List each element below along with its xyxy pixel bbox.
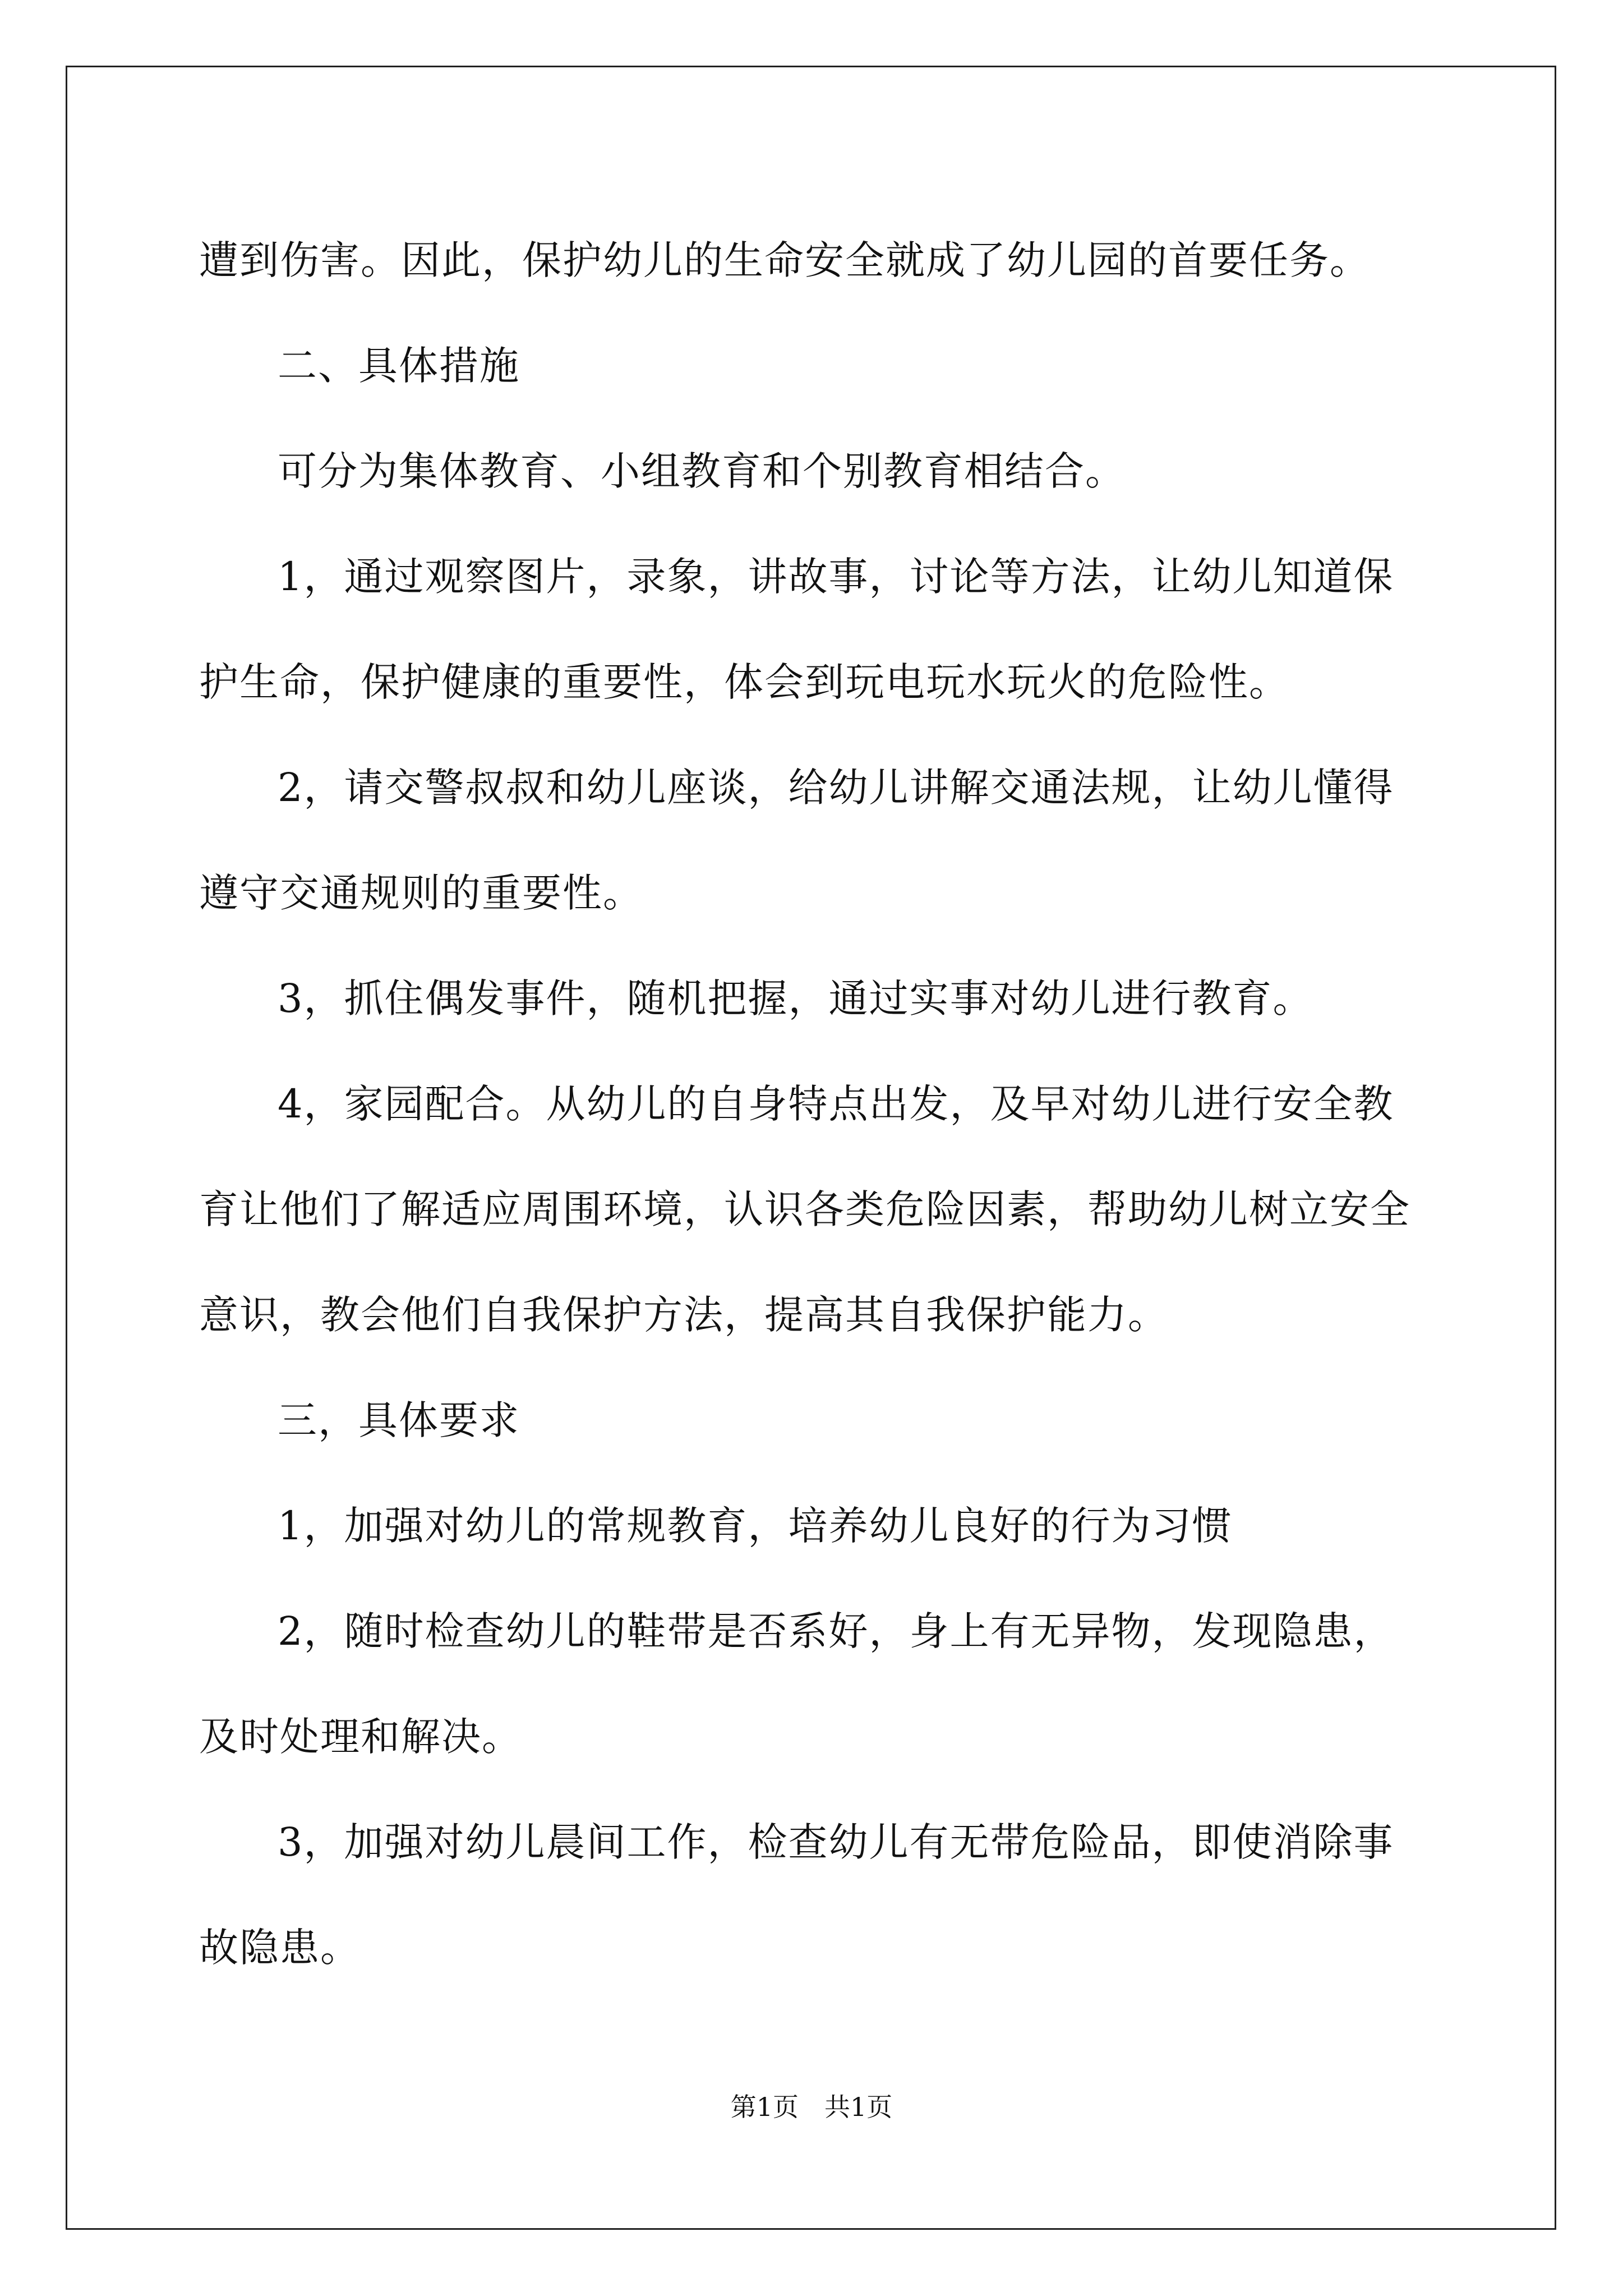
page-number-footer: 第1页 共1页	[730, 2092, 893, 2122]
requirement-item-1: 1，加强对幼儿的常规教育，培养幼儿良好的行为习惯	[278, 1503, 1233, 1549]
measure-item-3: 3，抓住偶发事件，随机把握，通过实事对幼儿进行教育。	[278, 976, 1313, 1022]
measure-item-1: 1，通过观察图片，录象，讲故事，讨论等方法，让幼儿知道保护生命，保护健康的重要性，体会到玩电玩水玩火的危险性。	[199, 554, 1394, 705]
measure-item-2: 2，请交警叔叔和幼儿座谈，给幼儿讲解交通法规，让幼儿懂得遵守交通规则的重要性。	[199, 765, 1394, 916]
paragraph-2: 可分为集体教育、小组教育和个别教育相结合。	[278, 448, 1126, 494]
measure-item-4: 4，家园配合。从幼儿的自身特点出发，及早对幼儿进行安全教育让他们了解适应周围环境，认识各类危险因素，帮助幼儿树立安全意识，教会他们自我保护方法，提高其自我保护能力。	[199, 1081, 1410, 1338]
requirement-item-2: 2，随时检查幼儿的鞋带是否系好，身上有无异物，发现隐患，及时处理和解决。	[199, 1608, 1394, 1760]
paragraph-1: 遭到伤害。因此，保护幼儿的生命安全就成了幼儿园的首要任务。	[199, 237, 1370, 283]
requirement-item-3: 3，加强对幼儿晨间工作，检查幼儿有无带危险品，即使消除事故隐患。	[199, 1819, 1394, 1971]
section-heading-requirements: 三，具体要求	[278, 1397, 520, 1443]
section-heading-measures: 二、具体措施	[278, 343, 520, 389]
document-body	[199, 208, 1430, 2000]
